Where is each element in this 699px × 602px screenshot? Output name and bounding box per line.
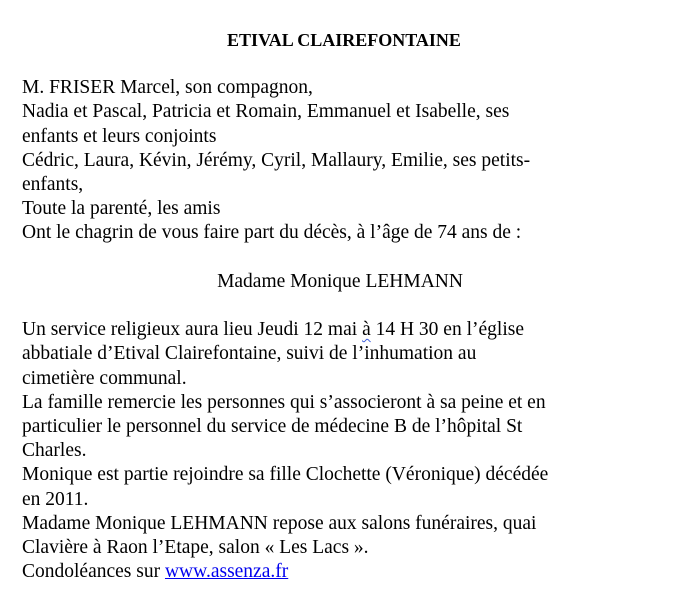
service-block (22, 318, 662, 391)
condolences-label: Condoléances sur (22, 561, 165, 583)
thanks-line: particulier le personnel du service de médecine B de l’hôpital St (22, 416, 523, 438)
family-block (22, 76, 662, 245)
service-line: cimetière communal. (22, 367, 187, 389)
thanks-block (22, 391, 662, 464)
condolences-line (22, 560, 662, 584)
service-line (22, 318, 662, 342)
family-line: Nadia et Pascal, Patricia et Romain, Emmanuel et Isabelle, ses (22, 101, 510, 123)
document-title: ETIVAL CLAIREFONTAINE (227, 30, 461, 50)
spellcheck-marked-word: à (362, 319, 371, 341)
rest-block (22, 512, 662, 560)
service-text: 14 H 30 en l’église (370, 319, 524, 341)
service-line: abbatiale d’Etival Clairefontaine, suivi de l’inhumation au (22, 343, 477, 365)
family-line: Ont le chagrin de vous faire part du décès, à l’âge de 74 ans de : (22, 222, 522, 244)
family-line: M. FRISER Marcel, son compagnon, (22, 77, 313, 99)
family-line: Toute la parenté, les amis (22, 198, 221, 220)
family-line: enfants et leurs conjoints (22, 125, 217, 147)
deceased-name: Madame Monique LEHMANN (217, 270, 463, 292)
thanks-line: Charles. (22, 440, 87, 462)
daughter-line: en 2011. (22, 488, 89, 510)
blank-line (22, 294, 662, 318)
obituary-document (22, 28, 662, 584)
thanks-line: La famille remercie les personnes qui s’associeront à sa peine et en (22, 391, 546, 413)
family-line: Cédric, Laura, Kévin, Jérémy, Cyril, Mallaury, Emilie, ses petits- (22, 149, 531, 171)
condolences-link[interactable]: www.assenza.fr (164, 561, 289, 583)
rest-line: Clavière à Raon l’Etape, salon « Les Lacs ». (22, 537, 369, 559)
service-text: Un service religieux aura lieu Jeudi 12 mai (22, 319, 363, 341)
rest-line: Madame Monique LEHMANN repose aux salons funéraires, quai (22, 512, 537, 534)
blank-line (22, 246, 662, 270)
family-line: enfants, (22, 174, 84, 196)
daughter-block (22, 463, 662, 511)
daughter-line: Monique est partie rejoindre sa fille Clochette (Véronique) décédée (22, 464, 549, 486)
